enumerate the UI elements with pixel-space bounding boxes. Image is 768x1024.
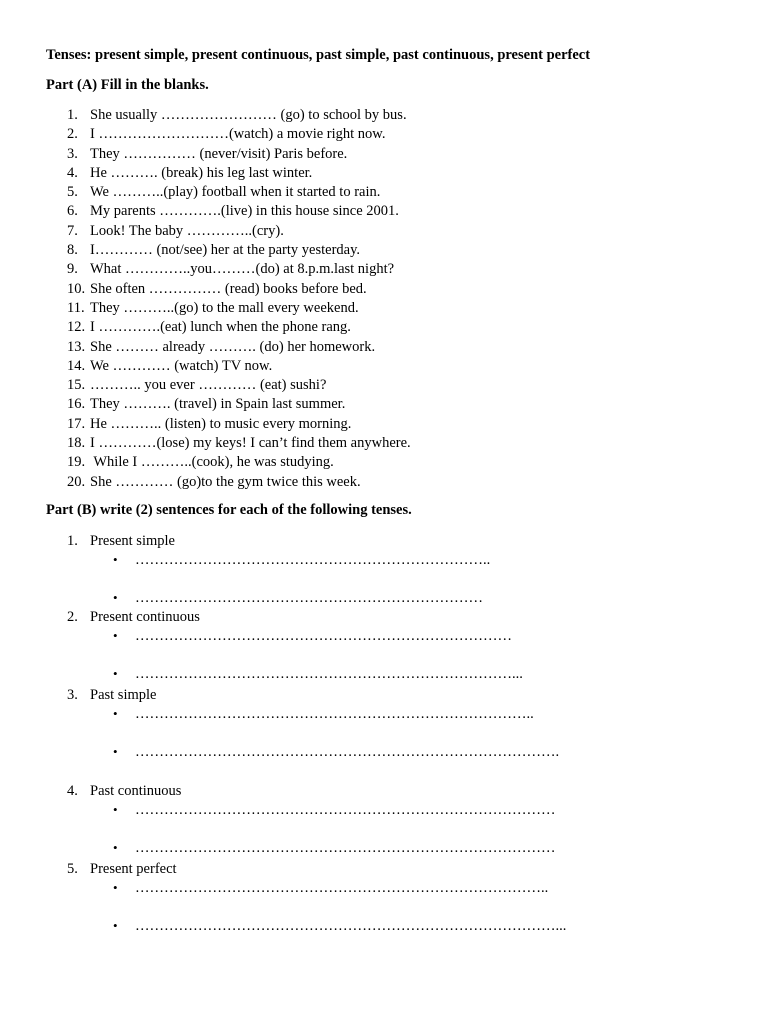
tense-number: 5. xyxy=(67,861,78,877)
question-text: He ……….. (listen) to music every morning. xyxy=(90,415,352,432)
bullet-icon: • xyxy=(113,880,118,895)
question-text: I ………….(eat) lunch when the phone rang. xyxy=(90,319,351,336)
tense-label: Past continuous xyxy=(90,783,182,799)
question-text: She usually …………………… (go) to school by bus. xyxy=(90,107,407,123)
question-number: 14. xyxy=(67,357,86,374)
question-text: I …………(lose) my keys! I can’t find them anywhere. xyxy=(90,435,411,452)
question-item xyxy=(0,106,768,125)
question-number: 7. xyxy=(67,222,78,239)
worksheet-title: Tenses: present simple, present continuous, past simple, past continuous, present perfect xyxy=(46,47,591,63)
answer-line: ……………………………………………………………………………. xyxy=(135,744,560,760)
question-item xyxy=(0,260,768,279)
answer-line: …………………………………………………………………………… xyxy=(135,802,556,818)
question-number: 17. xyxy=(67,415,86,432)
question-item xyxy=(0,145,768,164)
answer-line: ……………………………………………………………………………... xyxy=(135,918,567,934)
part-a-question-list xyxy=(0,106,768,492)
question-number: 12. xyxy=(67,319,86,336)
question-text: He ………. (break) his leg last winter. xyxy=(90,164,313,181)
question-number: 6. xyxy=(67,203,78,220)
question-item xyxy=(0,376,768,395)
question-item xyxy=(0,183,768,202)
question-number: 2. xyxy=(67,126,78,143)
answer-line: ……………………………………………………………….. xyxy=(135,552,491,568)
tense-number: 2. xyxy=(67,609,78,625)
question-item xyxy=(0,434,768,453)
question-number: 20. xyxy=(67,473,86,490)
bullet-icon: • xyxy=(113,628,118,643)
question-number: 13. xyxy=(67,338,86,355)
question-number: 3. xyxy=(67,145,78,162)
question-number: 10. xyxy=(67,280,86,297)
question-item xyxy=(0,395,768,414)
part-b-heading: Part (B) write (2) sentences for each of the following tenses. xyxy=(46,502,412,518)
tense-number: 3. xyxy=(67,687,78,703)
tense-label: Present simple xyxy=(90,533,175,549)
question-number: 11. xyxy=(67,299,85,316)
bullet-icon: • xyxy=(113,802,118,817)
question-item xyxy=(0,357,768,376)
question-item xyxy=(0,125,768,144)
answer-line: ……………………………………………………………………... xyxy=(135,666,523,682)
answer-line: …………………………………………………………………… xyxy=(135,628,512,644)
question-number: 8. xyxy=(67,242,78,259)
question-text: She ……… already ………. (do) her homework. xyxy=(90,338,376,355)
answer-line: ………………………………………………………………………….. xyxy=(135,880,549,896)
question-number: 4. xyxy=(67,164,78,181)
question-number: 19. xyxy=(67,454,86,471)
question-text: My parents ………….(live) in this house since 2001. xyxy=(90,203,399,220)
question-number: 9. xyxy=(67,261,78,278)
question-text: I ………………………(watch) a movie right now. xyxy=(90,126,386,143)
question-item xyxy=(0,473,768,492)
question-item xyxy=(0,280,768,299)
bullet-icon: • xyxy=(113,666,118,681)
part-a-heading: Part (A) Fill in the blanks. xyxy=(46,77,209,93)
question-text: ……….. you ever ………… (eat) sushi? xyxy=(90,377,327,394)
question-text: We ………… (watch) TV now. xyxy=(90,357,273,374)
answer-line: …………………………………………………………………………… xyxy=(135,840,556,856)
tense-label: Present perfect xyxy=(90,861,177,877)
tense-label: Past simple xyxy=(90,687,157,703)
question-text: Look! The baby …………..(cry). xyxy=(90,222,284,239)
bullet-icon: • xyxy=(113,840,118,855)
question-item xyxy=(0,202,768,221)
question-text: While I ………..(cook), he was studying. xyxy=(90,454,334,471)
question-number: 16. xyxy=(67,396,86,413)
question-text: What …………..you………(do) at 8.p.m.last night? xyxy=(90,261,395,278)
bullet-icon: • xyxy=(113,590,118,605)
question-item xyxy=(0,241,768,260)
question-text: She ………… (go)to the gym twice this week. xyxy=(90,473,361,490)
tense-label: Present continuous xyxy=(90,609,200,625)
question-item xyxy=(0,164,768,183)
question-text: We ………..(play) football when it started to rain. xyxy=(90,184,381,201)
question-text: They ………..(go) to the mall every weekend. xyxy=(90,299,359,316)
bullet-icon: • xyxy=(113,918,118,933)
question-item xyxy=(0,222,768,241)
answer-line: ……………………………………………………………… xyxy=(135,590,483,606)
question-text: She often …………… (read) books before bed. xyxy=(90,280,367,297)
question-item xyxy=(0,299,768,318)
question-number: 1. xyxy=(67,107,78,123)
tense-number: 4. xyxy=(67,783,78,799)
question-item xyxy=(0,318,768,337)
question-text: They ………. (travel) in Spain last summer. xyxy=(90,396,346,413)
bullet-icon: • xyxy=(113,706,118,721)
question-item xyxy=(0,338,768,357)
question-text: They …………… (never/visit) Paris before. xyxy=(90,145,348,162)
tense-number: 1. xyxy=(67,533,78,549)
question-number: 5. xyxy=(67,184,78,201)
bullet-icon: • xyxy=(113,552,118,567)
question-text: I………… (not/see) her at the party yesterday. xyxy=(90,242,361,259)
question-number: 18. xyxy=(67,435,86,452)
question-item xyxy=(0,415,768,434)
question-item xyxy=(0,453,768,472)
bullet-icon: • xyxy=(113,744,118,759)
answer-line: ……………………………………………………………………….. xyxy=(135,706,534,722)
question-number: 15. xyxy=(67,377,86,394)
